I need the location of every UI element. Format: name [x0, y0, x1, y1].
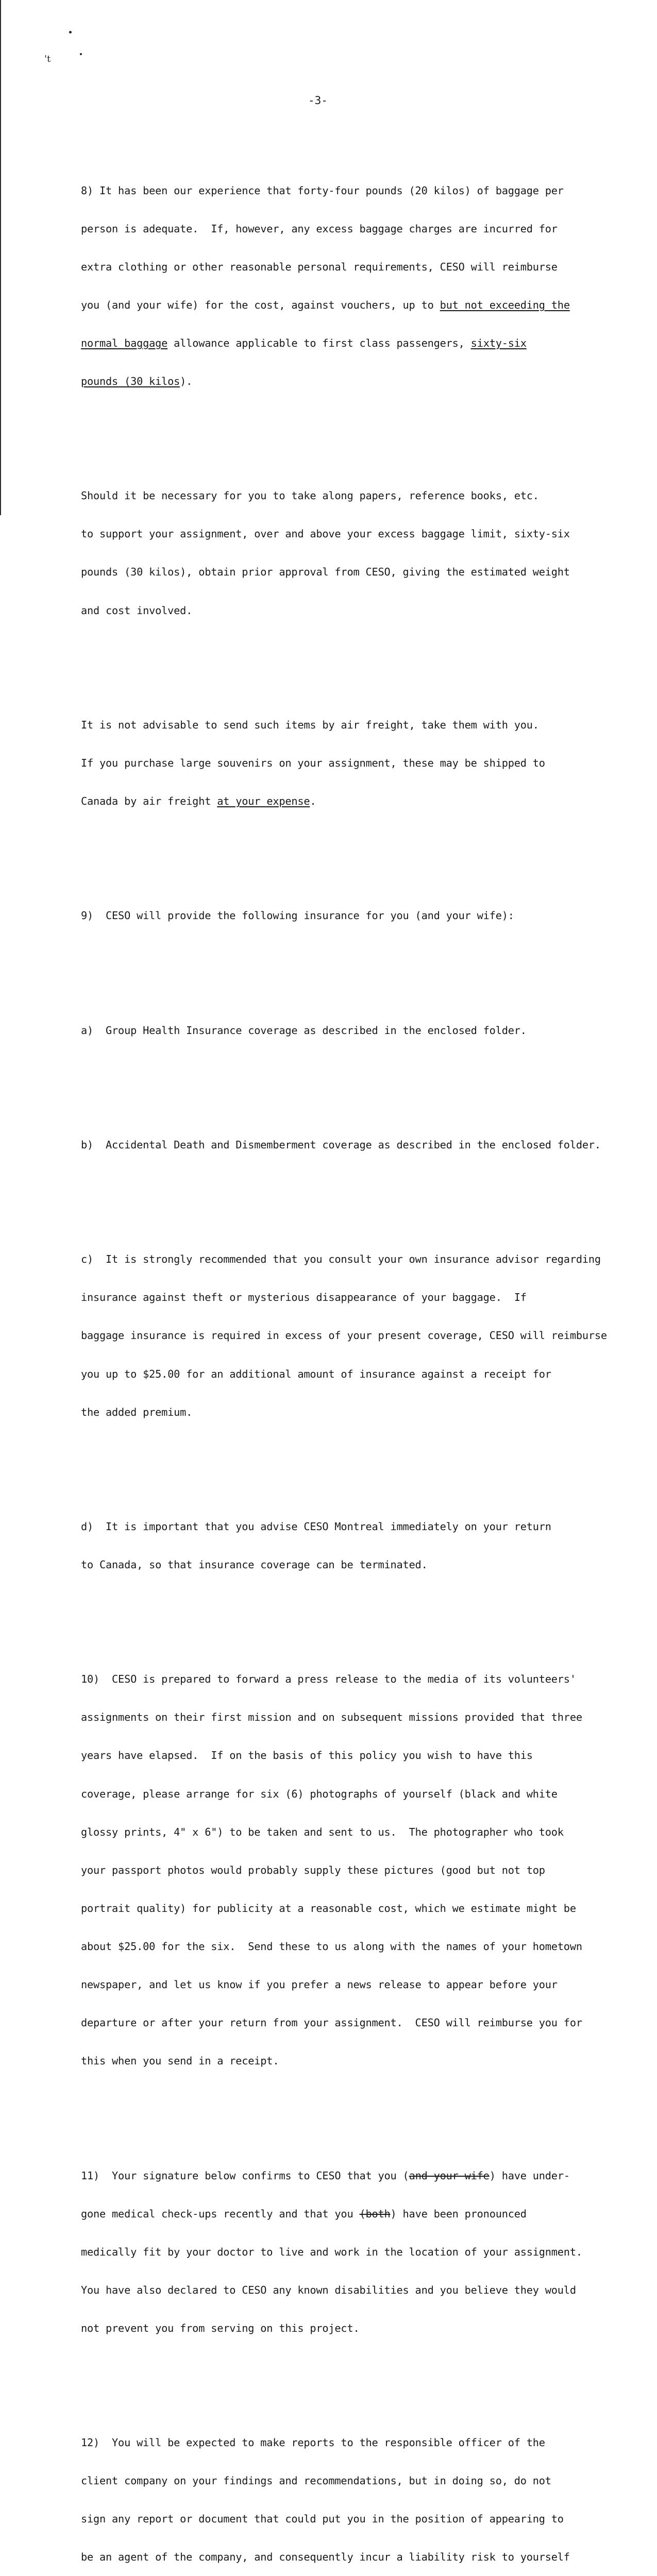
text-line: glossy prints, 4" x 6") to be taken and sent to us. The photographer who took: [81, 1825, 564, 1838]
text-line: newspaper, and let us know if you prefer a news release to appear before your: [81, 1978, 558, 1991]
text-line: gone medical check-ups recently and that you (both) have been pronounced: [81, 2207, 527, 2220]
text-line: and cost involved.: [81, 604, 193, 617]
text-line: 9) CESO will provide the following insurance for you (and your wife):: [81, 909, 514, 922]
text-line: about $25.00 for the six. Send these to us along with the names of your hometown: [81, 1940, 582, 1953]
text-line: sign any report or document that could put you in the position of appearing to: [81, 2513, 564, 2526]
text-line: 8) It has been our experience that forty-four pounds (20 kilos) of baggage per: [81, 184, 564, 197]
text-line: Canada by air freight at your expense.: [81, 795, 316, 808]
text-line: extra clothing or other reasonable personal requirements, CESO will reimburse: [81, 260, 558, 273]
text-line: be an agent of the company, and consequently incur a liability risk to yourself: [81, 2551, 570, 2564]
paragraph-8-reference-materials: [81, 464, 637, 642]
paragraph-12: [81, 2411, 637, 2576]
text-line: medically fit by your doctor to live and work in the location of your assignment.: [81, 2245, 582, 2258]
underlined-text: sixty-six: [470, 336, 527, 349]
text-line: 11) Your signature below confirms to CESO that you (and your wife) have under-: [81, 2169, 570, 2182]
text-line: 10) CESO is prepared to forward a press release to the media of its volunteers': [81, 1673, 576, 1686]
text-line: you (and your wife) for the cost, against vouchers, up to but not exceeding the: [81, 298, 570, 311]
text-line: Should it be necessary for you to take along papers, reference books, etc.: [81, 489, 539, 502]
text-line: portrait quality) for publicity at a reasonable cost, which we estimate might be: [81, 1902, 576, 1914]
text-line: years have elapsed. If on the basis of this policy you wish to have this: [81, 1749, 533, 1762]
text-line: baggage insurance is required in excess of your present coverage, CESO will reimburse: [81, 1329, 607, 1342]
letter-body: [81, 121, 637, 2576]
text-line: to Canada, so that insurance coverage can be terminated.: [81, 1558, 428, 1571]
text-line: 12) You will be expected to make reports to the responsible officer of the: [81, 2436, 545, 2449]
text-line: pounds (30 kilos).: [81, 375, 193, 387]
paragraph-9d: [81, 1495, 637, 1597]
text-line: person is adequate. If, however, any excess baggage charges are incurred for: [81, 222, 558, 235]
text-line: insurance against theft or mysterious disappearance of your baggage. If: [81, 1291, 527, 1304]
text-line: assignments on their first mission and on subsequent missions provided that three: [81, 1711, 582, 1724]
text-line: You have also declared to CESO any known disabilities and you believe they would: [81, 2283, 576, 2296]
paragraph-10: [81, 1648, 637, 2093]
underlined-text: at your expense: [217, 795, 310, 808]
text-line: to support your assignment, over and above your excess baggage limit, sixty-six: [81, 528, 570, 540]
text-line: b) Accidental Death and Dismemberment coverage as described in the enclosed folder.: [81, 1138, 601, 1151]
paragraph-9: [81, 884, 637, 948]
underlined-text: pounds (30 kilos: [81, 375, 180, 387]
scan-edge-line: [0, 0, 1, 515]
text-line: departure or after your return from your assignment. CESO will reimburse you for: [81, 2016, 582, 2029]
text-line: It is not advisable to send such items by air freight, take them with you.: [81, 718, 539, 731]
text-line: normal baggage allowance applicable to first class passengers, sixty-six: [81, 336, 527, 349]
underlined-text: but not exceeding the: [440, 298, 570, 311]
underlined-text: normal baggage: [81, 336, 168, 349]
text-line: a) Group Health Insurance coverage as described in the enclosed folder.: [81, 1024, 527, 1037]
text-line: this when you send in a receipt.: [81, 2055, 279, 2067]
paragraph-11: [81, 2144, 637, 2360]
text-line: c) It is strongly recommended that you consult your own insurance advisor regarding: [81, 1253, 601, 1266]
text-line: If you purchase large souvenirs on your assignment, these may be shipped to: [81, 756, 545, 769]
text-line: your passport photos would probably supply these pictures (good but not top: [81, 1863, 545, 1876]
text-line: the added premium.: [81, 1405, 193, 1418]
struck-text: (both: [359, 2207, 391, 2220]
scan-speck: [69, 31, 72, 33]
page-number: -3-: [308, 94, 328, 107]
text-line: you up to $25.00 for an additional amount of insurance against a receipt for: [81, 1367, 551, 1380]
paragraph-9b: [81, 1113, 637, 1177]
paragraph-9c: [81, 1228, 637, 1444]
text-line: pounds (30 kilos), obtain prior approval from CESO, giving the estimated weight: [81, 566, 570, 579]
text-line: d) It is important that you advise CESO Montreal immediately on your return: [81, 1520, 551, 1533]
paragraph-8-air-freight: [81, 693, 637, 833]
struck-text: and your wife: [409, 2169, 490, 2182]
scan-speck: [80, 53, 82, 55]
margin-marks: 't: [44, 54, 51, 64]
paragraph-8: [81, 159, 637, 413]
text-line: coverage, please arrange for six (6) photographs of yourself (black and white: [81, 1787, 558, 1800]
text-line: client company on your findings and recommendations, but in doing so, do not: [81, 2475, 551, 2487]
text-line: not prevent you from serving on this project.: [81, 2321, 360, 2334]
paragraph-9a: [81, 998, 637, 1062]
